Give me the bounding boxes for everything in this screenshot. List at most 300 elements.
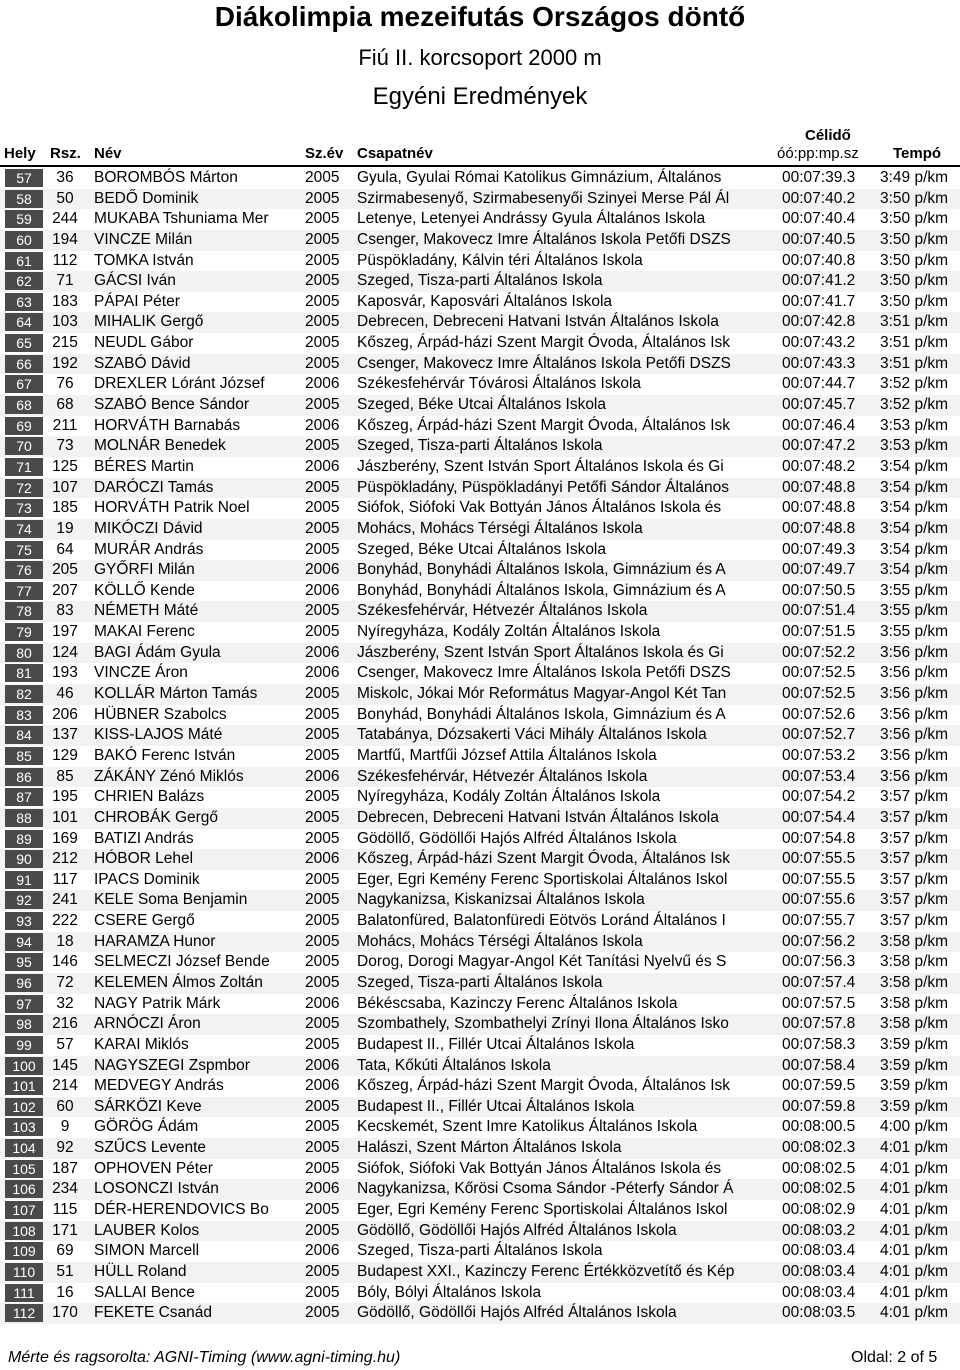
runner-name: MOLNÁR Benedek — [94, 437, 226, 455]
birth-year: 2005 — [305, 1262, 340, 1280]
place-badge: 92 — [5, 891, 43, 909]
bib-number: 207 — [52, 581, 78, 599]
finish-time: 00:07:51.4 — [782, 602, 856, 620]
team-name: Gödöllő, Gödöllői Hajós Alfréd Általános Iskola — [357, 1221, 677, 1239]
column-header-csapatnev: Csapatnév — [357, 145, 433, 162]
birth-year: 2005 — [305, 932, 340, 950]
place-badge: 107 — [5, 1201, 43, 1219]
birth-year: 2005 — [305, 189, 340, 207]
bib-number: 241 — [52, 891, 78, 909]
pace: 3:58 p/km — [880, 994, 949, 1012]
finish-time: 00:07:42.8 — [782, 313, 856, 331]
place-badge: 74 — [5, 520, 43, 538]
bib-number: 194 — [52, 230, 78, 248]
pace: 3:58 p/km — [880, 973, 949, 991]
finish-time: 00:07:41.7 — [782, 292, 856, 310]
team-name: Szirmabesenyő, Szirmabesenyői Szinyei Merse Pál Ál — [357, 189, 730, 207]
pace: 3:56 p/km — [880, 746, 949, 764]
place-badge: 94 — [5, 933, 43, 951]
place-badge: 97 — [5, 995, 43, 1013]
table-row — [0, 436, 960, 457]
runner-name: BAKÓ Ferenc István — [94, 746, 236, 764]
finish-time: 00:08:03.2 — [782, 1221, 856, 1239]
pace: 3:57 p/km — [880, 808, 949, 826]
place-badge: 81 — [5, 664, 43, 682]
place-badge: 96 — [5, 974, 43, 992]
bib-number: 212 — [52, 850, 78, 868]
table-row — [0, 1262, 960, 1283]
birth-year: 2006 — [305, 457, 340, 475]
table-row — [0, 601, 960, 622]
birth-year: 2006 — [305, 643, 340, 661]
table-row — [0, 581, 960, 602]
place-badge: 75 — [5, 541, 43, 559]
birth-year: 2005 — [305, 1097, 340, 1115]
birth-year: 2006 — [305, 416, 340, 434]
table-row — [0, 705, 960, 726]
pace: 3:54 p/km — [880, 457, 949, 475]
finish-time: 00:07:56.2 — [782, 932, 856, 950]
birth-year: 2005 — [305, 891, 340, 909]
team-name: Szombathely, Szombathelyi Zrínyi Ilona Általános Isko — [357, 1015, 729, 1033]
pace: 3:59 p/km — [880, 1056, 949, 1074]
place-badge: 103 — [5, 1118, 43, 1136]
place-badge: 70 — [5, 437, 43, 455]
team-name: Csenger, Makovecz Imre Általános Iskola Petőfi DSZS — [357, 664, 731, 682]
pace: 3:58 p/km — [880, 953, 949, 971]
finish-time: 00:07:55.6 — [782, 891, 856, 909]
bib-number: 32 — [56, 994, 74, 1012]
finish-time: 00:07:56.3 — [782, 953, 856, 971]
place-badge: 63 — [5, 293, 43, 311]
place-badge: 79 — [5, 623, 43, 641]
finish-time: 00:07:49.3 — [782, 540, 856, 558]
birth-year: 2005 — [305, 499, 340, 517]
place-badge: 108 — [5, 1222, 43, 1240]
pace: 3:57 p/km — [880, 891, 949, 909]
pace: 3:52 p/km — [880, 375, 949, 393]
table-row — [0, 1241, 960, 1262]
team-name: Debrecen, Debreceni Hatvani István Általános Iskola — [357, 808, 719, 826]
finish-time: 00:07:55.7 — [782, 912, 856, 930]
table-row — [0, 829, 960, 850]
birth-year: 2005 — [305, 912, 340, 930]
bib-number: 68 — [56, 396, 74, 414]
birth-year: 2005 — [305, 870, 340, 888]
place-badge: 111 — [5, 1284, 43, 1302]
table-row — [0, 292, 960, 313]
runner-name: SELMECZI József Bende — [94, 953, 270, 971]
birth-year: 2005 — [305, 829, 340, 847]
bib-number: 214 — [52, 1077, 78, 1095]
table-row — [0, 1221, 960, 1242]
team-name: Szeged, Béke Utcai Általános Iskola — [357, 396, 606, 414]
place-badge: 112 — [5, 1304, 43, 1322]
team-name: Letenye, Letenyei Andrássy Gyula Általános Iskola — [357, 210, 706, 228]
runner-name: MUKABA Tshuniama Mer — [94, 210, 269, 228]
table-row — [0, 540, 960, 561]
finish-time: 00:07:58.3 — [782, 1035, 856, 1053]
bib-number: 83 — [56, 602, 74, 620]
birth-year: 2005 — [305, 808, 340, 826]
runner-name: ARNÓCZI Áron — [94, 1015, 201, 1033]
finish-time: 00:07:40.4 — [782, 210, 856, 228]
runner-name: VINCZE Milán — [94, 230, 193, 248]
place-badge: 60 — [5, 231, 43, 249]
finish-time: 00:08:02.9 — [782, 1201, 856, 1219]
birth-year: 2005 — [305, 313, 340, 331]
place-badge: 59 — [5, 210, 43, 228]
bib-number: 216 — [52, 1015, 78, 1033]
finish-time: 00:07:49.7 — [782, 561, 856, 579]
birth-year: 2005 — [305, 1201, 340, 1219]
bib-number: 222 — [52, 912, 78, 930]
table-row — [0, 1159, 960, 1180]
bib-number: 76 — [56, 375, 74, 393]
birth-year: 2005 — [305, 1035, 340, 1053]
runner-name: GÁCSI Iván — [94, 272, 176, 290]
bib-number: 36 — [56, 169, 74, 186]
place-badge: 69 — [5, 417, 43, 435]
table-row — [0, 1200, 960, 1221]
place-badge: 82 — [5, 685, 43, 703]
team-name: Kőszeg, Árpád-házi Szent Margit Óvoda, Általános Isk — [357, 850, 731, 868]
bib-number: 193 — [52, 664, 78, 682]
pace: 3:58 p/km — [880, 932, 949, 950]
team-name: Szeged, Tisza-parti Általános Iskola — [357, 437, 603, 455]
table-row — [0, 932, 960, 953]
team-name: Halászi, Szent Márton Általános Iskola — [357, 1139, 622, 1157]
team-name: Nagykanizsa, Kiskanizsai Általános Iskola — [357, 891, 645, 909]
bib-number: 107 — [52, 478, 78, 496]
runner-name: SZŰCS Levente — [94, 1139, 206, 1157]
team-name: Kőszeg, Árpád-házi Szent Margit Óvoda, Általános Isk — [357, 416, 731, 434]
finish-time: 00:07:52.6 — [782, 705, 856, 723]
pace: 3:50 p/km — [880, 272, 949, 290]
finish-time: 00:07:54.4 — [782, 808, 856, 826]
place-badge: 109 — [5, 1242, 43, 1260]
column-header-rsz: Rsz. — [50, 145, 81, 162]
birth-year: 2005 — [305, 746, 340, 764]
runner-name: SZABÓ Dávid — [94, 354, 191, 372]
team-name: Nyíregyháza, Kodály Zoltán Általános Iskola — [357, 623, 661, 641]
finish-time: 00:07:40.8 — [782, 251, 856, 269]
finish-time: 00:07:52.5 — [782, 685, 856, 703]
runner-name: BEDŐ Dominik — [94, 189, 199, 207]
place-badge: 73 — [5, 499, 43, 517]
table-row — [0, 684, 960, 705]
team-name: Kőszeg, Árpád-házi Szent Margit Óvoda, Általános Isk — [357, 1077, 731, 1095]
bib-number: 16 — [56, 1283, 74, 1301]
runner-name: NAGYSZEGI Zspmbor — [94, 1056, 250, 1074]
team-name: Jászberény, Szent István Sport Általános Iskola és Gi — [357, 643, 724, 661]
birth-year: 2005 — [305, 1221, 340, 1239]
birth-year: 2005 — [305, 210, 340, 228]
pace: 4:00 p/km — [880, 1118, 949, 1136]
runner-name: HORVÁTH Barnabás — [94, 416, 241, 434]
finish-time: 00:07:53.2 — [782, 746, 856, 764]
pace: 3:55 p/km — [880, 602, 949, 620]
finish-time: 00:07:48.2 — [782, 457, 856, 475]
bib-number: 85 — [56, 767, 74, 785]
place-badge: 68 — [5, 396, 43, 414]
place-badge: 95 — [5, 953, 43, 971]
runner-name: KARAI Miklós — [94, 1035, 189, 1053]
pace: 3:51 p/km — [880, 354, 949, 372]
birth-year: 2005 — [305, 540, 340, 558]
place-badge: 91 — [5, 871, 43, 889]
birth-year: 2005 — [305, 519, 340, 537]
team-name: Dorog, Dorogi Magyar-Angol Két Tanítási Nyelvű és S — [357, 953, 727, 971]
runner-name: DARÓCZI Tamás — [94, 478, 214, 496]
column-header-szev: Sz.év — [305, 145, 344, 162]
runner-name: DÉR-HERENDOVICS Bo — [94, 1201, 269, 1219]
runner-name: FEKETE Csanád — [94, 1304, 213, 1322]
pace: 3:50 p/km — [880, 292, 949, 310]
pace: 4:01 p/km — [880, 1283, 949, 1301]
header-divider — [0, 165, 960, 167]
birth-year: 2005 — [305, 478, 340, 496]
bib-number: 46 — [56, 685, 74, 703]
runner-name: LAUBER Kolos — [94, 1221, 200, 1239]
runner-name: MAKAI Ferenc — [94, 623, 195, 641]
runner-name: KOLLÁR Márton Tamás — [94, 685, 258, 703]
runner-name: KISS-LAJOS Máté — [94, 726, 223, 744]
pace: 4:01 p/km — [880, 1159, 949, 1177]
runner-name: LOSONCZI István — [94, 1180, 219, 1198]
pace: 3:57 p/km — [880, 829, 949, 847]
place-badge: 93 — [5, 912, 43, 930]
table-row — [0, 1097, 960, 1118]
birth-year: 2005 — [305, 1304, 340, 1322]
place-badge: 88 — [5, 809, 43, 827]
bib-number: 117 — [52, 870, 78, 888]
team-name: Budapest II., Fillér Utcai Általános Iskola — [357, 1097, 635, 1115]
page-title: Diákolimpia mezeifutás Országos döntő — [214, 1, 746, 32]
finish-time: 00:07:55.5 — [782, 850, 856, 868]
table-row — [0, 890, 960, 911]
birth-year: 2006 — [305, 375, 340, 393]
birth-year: 2005 — [305, 705, 340, 723]
table-row — [0, 849, 960, 870]
table-row — [0, 870, 960, 891]
runner-name: BOROMBÓS Márton — [94, 169, 238, 186]
bib-number: 195 — [52, 788, 78, 806]
team-name: Eger, Egri Kemény Ferenc Sportiskolai Általános Iskol — [357, 1201, 728, 1219]
table-row — [0, 312, 960, 333]
place-badge: 85 — [5, 747, 43, 765]
birth-year: 2006 — [305, 850, 340, 868]
table-row — [0, 230, 960, 251]
runner-name: OPHOVEN Péter — [94, 1159, 213, 1177]
table-row — [0, 1076, 960, 1097]
team-name: Bonyhád, Bonyhádi Általános Iskola, Gimnázium és A — [357, 705, 726, 723]
table-row — [0, 209, 960, 230]
place-badge: 76 — [5, 561, 43, 579]
birth-year: 2006 — [305, 767, 340, 785]
team-name: Székesfehérvár, Hétvezér Általános Iskola — [357, 767, 648, 785]
pace: 4:01 p/km — [880, 1139, 949, 1157]
runner-name: TOMKA István — [94, 251, 194, 269]
team-name: Szeged, Tisza-parti Általános Iskola — [357, 272, 603, 290]
team-name: Martfű, Martfűi József Attila Általános Iskola — [357, 746, 657, 764]
pace: 3:52 p/km — [880, 396, 949, 414]
place-badge: 57 — [5, 169, 43, 187]
pace: 3:54 p/km — [880, 519, 949, 537]
finish-time: 00:07:52.2 — [782, 643, 856, 661]
table-row — [0, 333, 960, 354]
team-name: Budapest XXI., Kazinczy Ferenc Értékközvetítő és Kép — [357, 1262, 735, 1280]
bib-number: 205 — [52, 561, 78, 579]
finish-time: 00:07:39.3 — [782, 169, 856, 186]
team-name: Siófok, Siófoki Vak Bottyán János Általános Iskola és — [357, 1159, 722, 1177]
team-name: Püspökladány, Püspökladányi Petőfi Sándor Általános — [357, 478, 729, 496]
team-name: Tata, Kőkúti Általános Iskola — [357, 1056, 551, 1074]
place-badge: 89 — [5, 830, 43, 848]
timing-credit: Mérte és ragsorolta: AGNI-Timing (www.agni-timing.hu) — [8, 1349, 401, 1366]
table-row — [0, 746, 960, 767]
bib-number: 244 — [52, 210, 78, 228]
team-name: Püspökladány, Kálvin téri Általános Iskola — [357, 251, 643, 269]
pace: 3:56 p/km — [880, 705, 949, 723]
birth-year: 2006 — [305, 1180, 340, 1198]
team-name: Kaposvár, Kaposvári Általános Iskola — [357, 292, 613, 310]
runner-name: HÜLL Roland — [94, 1262, 187, 1280]
team-name: Bonyhád, Bonyhádi Általános Iskola, Gimnázium és A — [357, 581, 726, 599]
team-name: Kőszeg, Árpád-házi Szent Margit Óvoda, Általános Isk — [357, 334, 731, 352]
place-badge: 90 — [5, 850, 43, 868]
team-name: Bonyhád, Bonyhádi Általános Iskola, Gimnázium és A — [357, 561, 726, 579]
runner-name: VINCZE Áron — [94, 664, 188, 682]
pace: 3:50 p/km — [880, 189, 949, 207]
category-title: Fiú II. korcsoport 2000 m — [358, 45, 602, 70]
table-row — [0, 767, 960, 788]
finish-time: 00:07:43.3 — [782, 354, 856, 372]
pace: 3:59 p/km — [880, 1077, 949, 1095]
table-row — [0, 1056, 960, 1077]
pace: 3:57 p/km — [880, 912, 949, 930]
pace: 3:56 p/km — [880, 767, 949, 785]
finish-time: 00:07:55.5 — [782, 870, 856, 888]
team-name: Békéscsaba, Kazinczy Ferenc Általános Iskola — [357, 994, 678, 1012]
birth-year: 2005 — [305, 334, 340, 352]
place-badge: 58 — [5, 190, 43, 208]
finish-time: 00:08:02.5 — [782, 1180, 856, 1198]
bib-number: 64 — [56, 540, 74, 558]
pace: 4:01 p/km — [880, 1242, 949, 1260]
runner-name: KELE Soma Benjamin — [94, 891, 248, 909]
team-name: Szeged, Béke Utcai Általános Iskola — [357, 540, 606, 558]
team-name: Csenger, Makovecz Imre Általános Iskola Petőfi DSZS — [357, 354, 731, 372]
bib-number: 187 — [52, 1159, 78, 1177]
column-header-nev: Név — [94, 145, 122, 162]
place-badge: 100 — [5, 1057, 43, 1075]
runner-name: NAGY Patrik Márk — [94, 994, 221, 1012]
team-name: Kecskemét, Szent Imre Katolikus Általános Iskola — [357, 1118, 698, 1136]
table-row — [0, 498, 960, 519]
birth-year: 2005 — [305, 623, 340, 641]
table-row — [0, 911, 960, 932]
finish-time: 00:08:03.4 — [782, 1262, 856, 1280]
table-row — [0, 1035, 960, 1056]
table-row — [0, 354, 960, 375]
team-name: Gödöllő, Gödöllői Hajós Alfréd Általános Iskola — [357, 1304, 677, 1322]
column-header-celido: Célidő — [805, 127, 851, 144]
birth-year: 2005 — [305, 437, 340, 455]
bib-number: 18 — [56, 932, 74, 950]
runner-name: SALLAI Bence — [94, 1283, 195, 1301]
finish-time: 00:07:47.2 — [782, 437, 856, 455]
table-row — [0, 622, 960, 643]
bib-number: 234 — [52, 1180, 78, 1198]
team-name: Siófok, Siófoki Vak Bottyán János Általános Iskola és — [357, 499, 722, 517]
pace: 3:50 p/km — [880, 230, 949, 248]
runner-name: CHRIEN Balázs — [94, 788, 205, 806]
table-row — [0, 973, 960, 994]
place-badge: 104 — [5, 1139, 43, 1157]
birth-year: 2005 — [305, 292, 340, 310]
finish-time: 00:07:57.5 — [782, 994, 856, 1012]
runner-name: GÖRÖG Ádám — [94, 1118, 199, 1136]
runner-name: MIKÓCZI Dávid — [94, 519, 203, 537]
place-badge: 98 — [5, 1015, 43, 1033]
table-row — [0, 1138, 960, 1159]
runner-name: NEUDL Gábor — [94, 334, 194, 352]
bib-number: 69 — [56, 1242, 74, 1260]
team-name: Mohács, Mohács Térségi Általános Iskola — [357, 519, 643, 537]
team-name: Csenger, Makovecz Imre Általános Iskola Petőfi DSZS — [357, 230, 731, 248]
table-row — [0, 663, 960, 684]
runner-name: HÜBNER Szabolcs — [94, 705, 227, 723]
finish-time: 00:07:46.4 — [782, 416, 856, 434]
team-name: Tatabánya, Dózsakerti Váci Mihály Általános Iskola — [357, 726, 707, 744]
bib-number: 215 — [52, 334, 78, 352]
finish-time: 00:08:02.5 — [782, 1159, 856, 1177]
column-header-tempo: Tempó — [893, 145, 942, 162]
team-name: Mohács, Mohács Térségi Általános Iskola — [357, 932, 643, 950]
finish-time: 00:08:03.4 — [782, 1283, 856, 1301]
team-name: Debrecen, Debreceni Hatvani István Általános Iskola — [357, 313, 719, 331]
runner-name: MIHALIK Gergő — [94, 313, 204, 331]
runner-name: HÓBOR Lehel — [94, 850, 194, 868]
birth-year: 2005 — [305, 272, 340, 290]
finish-time: 00:07:41.2 — [782, 272, 856, 290]
birth-year: 2005 — [305, 230, 340, 248]
place-badge: 64 — [5, 313, 43, 331]
bib-number: 115 — [52, 1201, 78, 1219]
table-row — [0, 1283, 960, 1304]
pace: 3:59 p/km — [880, 1035, 949, 1053]
bib-number: 71 — [56, 272, 74, 290]
bib-number: 183 — [52, 292, 78, 310]
place-badge: 99 — [5, 1036, 43, 1054]
runner-name: NÉMETH Máté — [94, 602, 199, 620]
table-row — [0, 416, 960, 437]
runner-name: MEDVEGY András — [94, 1077, 224, 1095]
pace: 3:55 p/km — [880, 581, 949, 599]
finish-time: 00:07:40.2 — [782, 189, 856, 207]
place-badge: 61 — [5, 252, 43, 270]
team-name: Eger, Egri Kemény Ferenc Sportiskolai Általános Iskol — [357, 870, 728, 888]
team-name: Szeged, Tisza-parti Általános Iskola — [357, 973, 603, 991]
bib-number: 171 — [52, 1221, 78, 1239]
table-row — [0, 189, 960, 210]
table-row — [0, 519, 960, 540]
finish-time: 00:08:03.5 — [782, 1304, 856, 1322]
team-name: Gödöllő, Gödöllői Hajós Alfréd Általános Iskola — [357, 829, 677, 847]
table-row — [0, 952, 960, 973]
table-row — [0, 1303, 960, 1324]
